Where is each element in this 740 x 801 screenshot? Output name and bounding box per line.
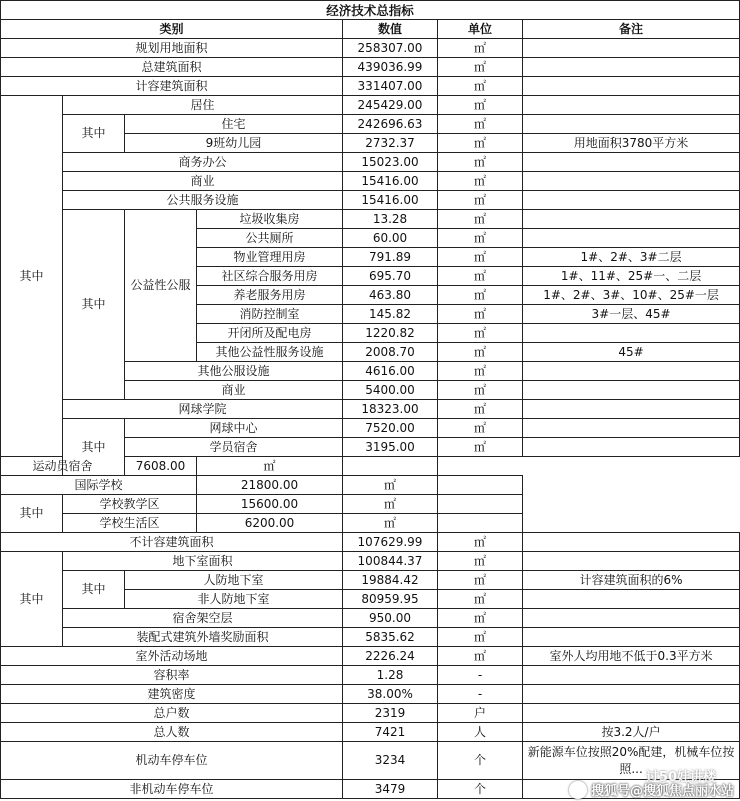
row-unit: 个 xyxy=(438,742,523,780)
row-unit: ㎡ xyxy=(438,248,523,267)
table-title: 经济技术总指标 xyxy=(1,1,740,20)
group-label: 其中 xyxy=(1,96,63,457)
row-note xyxy=(523,229,740,248)
subgroup-label: 其中 xyxy=(1,495,63,533)
row-value: 7421 xyxy=(343,723,438,742)
row-unit: ㎡ xyxy=(438,533,523,552)
row-label: 商务办公 xyxy=(63,153,343,172)
watermark-text: 搜狐号@搜狐焦点丽水站 xyxy=(590,784,734,799)
row-label: 总户数 xyxy=(1,704,343,723)
row-value: 15600.00 xyxy=(197,495,343,514)
row-value: 1220.82 xyxy=(343,324,438,343)
table-row xyxy=(1,495,740,514)
row-unit: - xyxy=(438,685,523,704)
row-unit: ㎡ xyxy=(438,210,523,229)
row-value: 19884.42 xyxy=(343,571,438,590)
row-label: 社区综合服务用房 xyxy=(197,267,343,286)
table-row xyxy=(1,77,740,96)
row-label: 网球学院 xyxy=(63,400,343,419)
row-note: 新能源车位按照20%配建，机械车位按照... xyxy=(523,742,740,780)
row-note xyxy=(523,115,740,134)
row-label: 商业 xyxy=(63,172,343,191)
row-value: 2226.24 xyxy=(343,647,438,666)
row-note xyxy=(438,495,523,514)
row-note: 按3.2人/户 xyxy=(523,723,740,742)
row-value: 3479 xyxy=(343,780,438,799)
row-label: 其他公益性服务设施 xyxy=(197,343,343,362)
row-unit: ㎡ xyxy=(343,514,438,533)
row-value: 242696.63 xyxy=(343,115,438,134)
table-row xyxy=(1,628,740,647)
welfare-group-label: 公益性公服 xyxy=(125,210,197,362)
row-note xyxy=(523,172,740,191)
row-value: 38.00% xyxy=(343,685,438,704)
row-unit: ㎡ xyxy=(438,343,523,362)
row-note: 1#、2#、3#、10#、25#一层 xyxy=(523,286,740,305)
row-label: 学校生活区 xyxy=(63,514,197,533)
row-value: 791.89 xyxy=(343,248,438,267)
row-value: 15416.00 xyxy=(343,191,438,210)
table-row xyxy=(1,723,740,742)
row-label: 运动员宿舍 xyxy=(1,457,125,476)
row-note: 3#一层、45# xyxy=(523,305,740,324)
row-unit: ㎡ xyxy=(343,476,438,495)
row-value: 245429.00 xyxy=(343,96,438,115)
row-value: 15023.00 xyxy=(343,153,438,172)
row-unit: ㎡ xyxy=(438,172,523,191)
row-label: 室外活动场地 xyxy=(1,647,343,666)
row-note: 室外人均用地不低于0.3平方米 xyxy=(523,647,740,666)
table-row xyxy=(1,457,740,476)
table-row xyxy=(1,609,740,628)
row-value: 7520.00 xyxy=(343,419,438,438)
row-value: 80959.95 xyxy=(343,590,438,609)
table-row xyxy=(1,172,740,191)
table-row xyxy=(1,115,740,134)
row-note xyxy=(523,685,740,704)
row-unit: ㎡ xyxy=(438,647,523,666)
row-label: 公共服务设施 xyxy=(63,191,343,210)
row-value: 5400.00 xyxy=(343,381,438,400)
row-note xyxy=(523,438,740,457)
row-label: 公共厕所 xyxy=(197,229,343,248)
table-row xyxy=(1,476,740,495)
row-label: 计容建筑面积 xyxy=(1,77,343,96)
watermark-secondary: 过50娃讲楼 xyxy=(645,770,716,785)
row-label: 容积率 xyxy=(1,666,343,685)
row-unit: ㎡ xyxy=(438,229,523,248)
header-category: 类别 xyxy=(1,20,343,39)
row-label: 机动车停车位 xyxy=(1,742,343,780)
header-row xyxy=(1,20,740,39)
row-note xyxy=(523,552,740,571)
row-value: 15416.00 xyxy=(343,172,438,191)
row-label: 9班幼儿园 xyxy=(125,134,343,153)
row-label: 宿舍架空层 xyxy=(63,609,343,628)
subgroup-label: 其中 xyxy=(63,571,125,609)
row-value: 2732.37 xyxy=(343,134,438,153)
row-unit: ㎡ xyxy=(438,590,523,609)
row-label: 开闭所及配电房 xyxy=(197,324,343,343)
table-row xyxy=(1,191,740,210)
row-label: 不计容建筑面积 xyxy=(1,533,343,552)
table-row xyxy=(1,39,740,58)
row-unit: ㎡ xyxy=(438,324,523,343)
row-label: 规划用地面积 xyxy=(1,39,343,58)
table-row xyxy=(1,647,740,666)
table-row xyxy=(1,742,740,780)
row-value: 3195.00 xyxy=(343,438,438,457)
row-label: 网球中心 xyxy=(125,419,343,438)
row-unit: ㎡ xyxy=(438,134,523,153)
row-note xyxy=(523,191,740,210)
row-unit: ㎡ xyxy=(438,191,523,210)
row-value: 695.70 xyxy=(343,267,438,286)
row-note xyxy=(523,96,740,115)
row-note: 45# xyxy=(523,343,740,362)
row-label: 垃圾收集房 xyxy=(197,210,343,229)
row-label: 地下室面积 xyxy=(63,552,343,571)
row-unit: ㎡ xyxy=(438,362,523,381)
row-unit: ㎡ xyxy=(438,628,523,647)
row-unit: ㎡ xyxy=(438,305,523,324)
header-unit: 单位 xyxy=(438,20,523,39)
table-row xyxy=(1,704,740,723)
row-value: 107629.99 xyxy=(343,533,438,552)
table-row xyxy=(1,96,740,115)
row-note xyxy=(523,609,740,628)
row-label: 总人数 xyxy=(1,723,343,742)
row-label: 学校教学区 xyxy=(63,495,197,514)
row-note xyxy=(523,153,740,172)
row-value: 145.82 xyxy=(343,305,438,324)
row-label: 总建筑面积 xyxy=(1,58,343,77)
row-label: 物业管理用房 xyxy=(197,248,343,267)
title-row xyxy=(1,1,740,20)
row-label: 学员宿舍 xyxy=(125,438,343,457)
table-row xyxy=(1,210,740,229)
row-value: 6200.00 xyxy=(197,514,343,533)
row-note: 1#、2#、3#二层 xyxy=(523,248,740,267)
row-unit: ㎡ xyxy=(438,419,523,438)
row-unit: ㎡ xyxy=(438,58,523,77)
row-label: 非机动车停车位 xyxy=(1,780,343,799)
row-note xyxy=(523,58,740,77)
row-label: 装配式建筑外墙奖励面积 xyxy=(63,628,343,647)
row-unit: 个 xyxy=(438,780,523,799)
row-unit: ㎡ xyxy=(438,77,523,96)
table-row xyxy=(1,514,740,533)
table-row xyxy=(1,400,740,419)
row-note xyxy=(523,704,740,723)
row-note: 1#、11#、25#一、二层 xyxy=(523,267,740,286)
row-note xyxy=(343,457,438,476)
row-unit: ㎡ xyxy=(438,438,523,457)
row-value: 60.00 xyxy=(343,229,438,248)
row-value: 13.28 xyxy=(343,210,438,229)
row-label: 人防地下室 xyxy=(125,571,343,590)
row-value: 463.80 xyxy=(343,286,438,305)
row-note xyxy=(523,362,740,381)
row-label: 住宅 xyxy=(125,115,343,134)
subgroup-label: 其中 xyxy=(63,210,125,400)
row-note xyxy=(523,324,740,343)
row-unit: 户 xyxy=(438,704,523,723)
table-row xyxy=(1,552,740,571)
subgroup-label: 其中 xyxy=(63,115,125,153)
subgroup-label: 其中 xyxy=(63,419,125,476)
row-unit: ㎡ xyxy=(343,495,438,514)
row-value: 258307.00 xyxy=(343,39,438,58)
row-unit: ㎡ xyxy=(438,286,523,305)
row-unit: ㎡ xyxy=(438,39,523,58)
row-value: 18323.00 xyxy=(343,400,438,419)
row-unit: - xyxy=(438,666,523,685)
row-label: 非人防地下室 xyxy=(125,590,343,609)
row-note xyxy=(523,381,740,400)
row-note xyxy=(523,77,740,96)
row-unit: ㎡ xyxy=(438,609,523,628)
row-unit: ㎡ xyxy=(197,457,343,476)
row-value: 439036.99 xyxy=(343,58,438,77)
row-unit: ㎡ xyxy=(438,381,523,400)
row-note xyxy=(438,514,523,533)
watermark xyxy=(569,780,734,799)
row-label: 居住 xyxy=(63,96,343,115)
row-note xyxy=(523,628,740,647)
row-unit: ㎡ xyxy=(438,571,523,590)
group-label: 其中 xyxy=(1,552,63,647)
table-row xyxy=(1,419,740,438)
table-row xyxy=(1,666,740,685)
header-note: 备注 xyxy=(523,20,740,39)
row-note xyxy=(523,210,740,229)
row-unit: 人 xyxy=(438,723,523,742)
row-unit: ㎡ xyxy=(438,267,523,286)
row-note xyxy=(523,666,740,685)
row-label: 其他公服设施 xyxy=(125,362,343,381)
table-row xyxy=(1,533,740,552)
row-note xyxy=(438,476,523,495)
row-note: 用地面积3780平方米 xyxy=(523,134,740,153)
table-row xyxy=(1,58,740,77)
row-value: 3234 xyxy=(343,742,438,780)
row-value: 4616.00 xyxy=(343,362,438,381)
row-value: 5835.62 xyxy=(343,628,438,647)
row-note: 计容建筑面积的6% xyxy=(523,571,740,590)
sohu-logo-icon xyxy=(569,781,587,799)
header-value: 数值 xyxy=(343,20,438,39)
row-label: 商业 xyxy=(125,381,343,400)
row-label: 国际学校 xyxy=(1,476,197,495)
row-note xyxy=(523,590,740,609)
row-unit: ㎡ xyxy=(438,400,523,419)
row-value: 2319 xyxy=(343,704,438,723)
row-label: 养老服务用房 xyxy=(197,286,343,305)
row-value: 100844.37 xyxy=(343,552,438,571)
row-note xyxy=(523,419,740,438)
table-row xyxy=(1,685,740,704)
row-label: 建筑密度 xyxy=(1,685,343,704)
row-value: 7608.00 xyxy=(125,457,197,476)
table-row xyxy=(1,153,740,172)
row-value: 1.28 xyxy=(343,666,438,685)
row-note xyxy=(523,533,740,552)
row-value: 331407.00 xyxy=(343,77,438,96)
table-row xyxy=(1,571,740,590)
row-note xyxy=(523,39,740,58)
row-unit: ㎡ xyxy=(438,153,523,172)
row-value: 21800.00 xyxy=(197,476,343,495)
row-note xyxy=(523,400,740,419)
row-value: 2008.70 xyxy=(343,343,438,362)
row-unit: ㎡ xyxy=(438,96,523,115)
row-unit: ㎡ xyxy=(438,552,523,571)
row-label: 消防控制室 xyxy=(197,305,343,324)
row-value: 950.00 xyxy=(343,609,438,628)
row-unit: ㎡ xyxy=(438,115,523,134)
